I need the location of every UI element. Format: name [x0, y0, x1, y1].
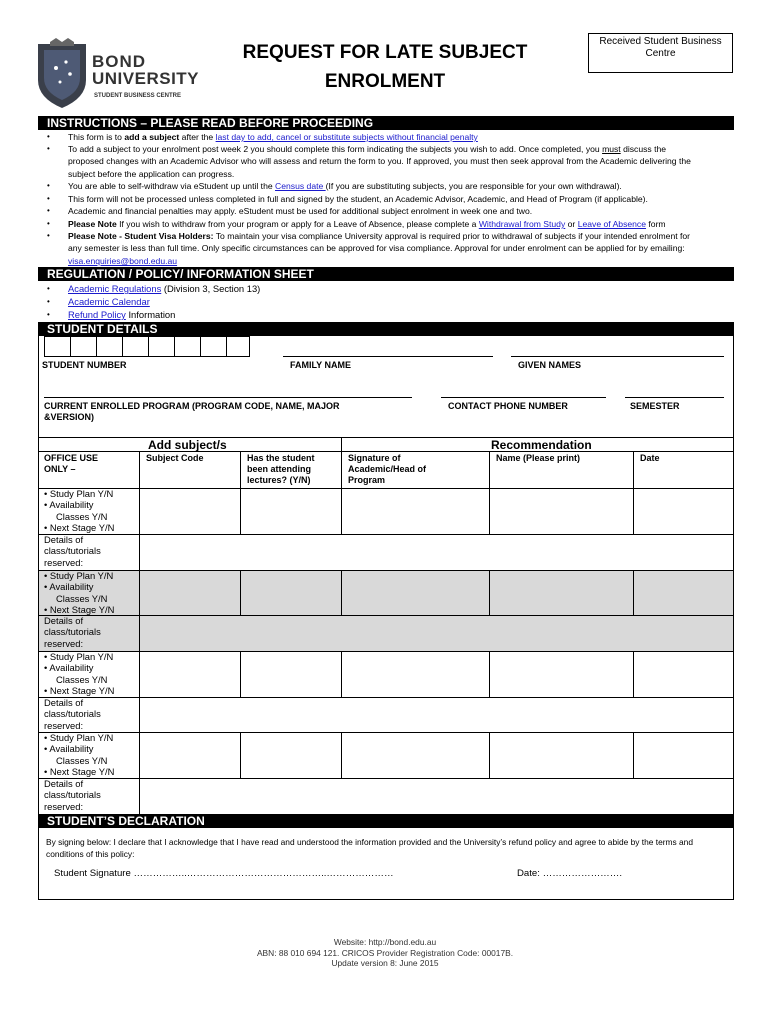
add-subjects-heading: Add subject/s	[148, 438, 227, 452]
program-label	[44, 401, 424, 423]
details-l2: class/tutorials	[44, 708, 101, 720]
bullet: •	[47, 144, 50, 153]
details-l1: Details of	[44, 778, 84, 789]
next-stage-item: Next Stage Y/N	[49, 604, 115, 616]
regulation-heading: REGULATION / POLICY/ INFORMATION SHEET	[38, 267, 734, 281]
class-details-cell[interactable]	[140, 535, 733, 570]
instr-text: To add a subject to your enrolment post week 2 you should complete this form indicating the subjects you wish to add. Once completed, you	[68, 144, 603, 154]
attending-l1: Has the student	[247, 453, 315, 463]
logo-subtitle: STUDENT BUSINESS CENTRE	[94, 93, 182, 99]
next-stage-item: Next Stage Y/N	[49, 522, 115, 534]
bullet: •	[47, 181, 50, 190]
class-details-label	[44, 778, 101, 812]
subject-code-cell[interactable]	[140, 489, 240, 534]
instruction-4: This form will not be processed unless completed in full and signed by the student, an Academic Advisor, Academic, and Head of Program (if applicable).	[68, 194, 648, 204]
bullet: •	[47, 284, 50, 293]
leave-of-absence-link[interactable]: Leave of Absence	[577, 219, 647, 229]
phone-line	[441, 397, 606, 398]
table-row-shaded	[39, 570, 733, 651]
bullet: •	[47, 194, 50, 203]
class-details-label	[44, 534, 101, 568]
program-line	[44, 397, 412, 398]
details-l2: class/tutorials	[44, 545, 101, 557]
availability-classes: Classes Y/N	[56, 754, 108, 766]
reg-text: Information	[125, 309, 176, 320]
declaration-heading: STUDENT’S DECLARATION	[38, 814, 734, 828]
attending-header	[247, 453, 315, 486]
instr-text: (If you are substituting subjects, you are responsible for your own withdrawal).	[325, 181, 622, 191]
census-date-link[interactable]: Census date	[275, 181, 326, 191]
declaration-l2: conditions of this policy:	[46, 849, 135, 859]
instr-text: To maintain your visa compliance University approval is required prior to withdrawal of subjects if your intended enrolment for	[213, 231, 691, 241]
office-checklist: • Study Plan Y/N • Availability Classes Y/N • Next Stage Y/N	[44, 570, 115, 616]
title-line-2: ENROLMENT	[324, 71, 446, 92]
class-details-label	[44, 615, 101, 649]
student-signature-field[interactable]: Student Signature ……………..……………………………………..…………………	[54, 868, 394, 879]
details-l3: reserved:	[44, 556, 84, 568]
instr-bold: Please Note - Student Visa Holders:	[68, 231, 214, 241]
family-name-label: FAMILY NAME	[290, 360, 352, 370]
student-number-field[interactable]	[44, 336, 250, 357]
availability-item: Availability	[49, 581, 94, 593]
next-stage-item: Next Stage Y/N	[49, 685, 115, 697]
contact-phone-label: CONTACT PHONE NUMBER	[448, 401, 568, 411]
instr-bold: add a subject	[124, 132, 180, 142]
details-l1: Details of	[44, 615, 84, 626]
signature-header	[348, 453, 426, 486]
study-plan-item: Study Plan Y/N	[49, 488, 114, 499]
instr-text: any semester is less than full time. Only specific circumstances can be approved for visa compliance. Approval for under enrolment can be applied for by emailing:	[68, 243, 685, 254]
study-plan-item: Study Plan Y/N	[49, 570, 114, 581]
instruction-2	[68, 143, 728, 180]
class-details-label	[44, 697, 101, 731]
details-l2: class/tutorials	[44, 789, 101, 801]
bullet: •	[47, 206, 50, 215]
family-name-line	[283, 356, 493, 357]
bullet: •	[47, 219, 50, 228]
instruction-1	[68, 131, 728, 143]
instr-text: after the	[179, 132, 216, 142]
instruction-5: Academic and financial penalties may apply. eStudent must be used for additional subject enrolment in week one and two.	[68, 206, 533, 216]
bullet: •	[47, 231, 50, 240]
regulation-3	[68, 309, 728, 321]
office-use-label	[44, 453, 98, 475]
instr-emphasis: must	[602, 144, 621, 154]
study-plan-item: Study Plan Y/N	[49, 651, 114, 662]
instruction-6	[68, 218, 728, 230]
instructions-heading: INSTRUCTIONS – PLEASE READ BEFORE PROCEEDING	[38, 116, 734, 130]
received-stamp-box[interactable]	[588, 33, 733, 73]
received-label-1: Received Student Business	[599, 36, 722, 47]
instr-text: form	[646, 219, 666, 229]
given-names-line	[511, 356, 724, 357]
late-add-deadline-link[interactable]: last day to add, cancel or substitute subjects without financial penalty	[215, 132, 478, 142]
academic-calendar-link[interactable]: Academic Calendar	[68, 296, 150, 307]
logo-wordmark-bond: BOND	[92, 52, 147, 71]
availability-item: Availability	[49, 499, 94, 511]
student-number-label: STUDENT NUMBER	[42, 360, 127, 370]
office-checklist: • Study Plan Y/N • Availability Classes Y/N • Next Stage Y/N	[44, 488, 115, 534]
declaration-l1: By signing below: I declare that I acknowledge that I have read and understood the information provided and the University’s refund policy and agree to abide by the terms and	[46, 837, 693, 847]
instruction-7	[68, 230, 728, 267]
name-cell[interactable]	[490, 489, 633, 534]
title-line-1: REQUEST FOR LATE SUBJECT	[242, 42, 528, 63]
availability-classes: Classes Y/N	[56, 592, 108, 604]
footer-version: Update version 8: June 2015	[331, 958, 439, 969]
name-print-header: Name (Please print)	[496, 453, 581, 463]
study-plan-item: Study Plan Y/N	[49, 732, 114, 743]
instr-text: proposed changes with an Academic Advisor who will assess and return the form to you. If approved, you must then seek approval from the Academic delivering the	[68, 156, 691, 167]
withdrawal-from-study-link[interactable]: Withdrawal from Study	[478, 219, 566, 229]
details-l3: reserved:	[44, 637, 84, 649]
bullet: •	[47, 132, 50, 141]
details-l2: class/tutorials	[44, 626, 101, 638]
office-checklist: • Study Plan Y/N • Availability Classes Y/N • Next Stage Y/N	[44, 651, 115, 697]
bullet: •	[47, 310, 50, 319]
given-names-label: GIVEN NAMES	[518, 360, 582, 370]
form-title	[200, 38, 570, 96]
student-details-heading: STUDENT DETAILS	[38, 322, 734, 336]
attending-cell[interactable]	[241, 489, 341, 534]
footer-abn: ABN: 88 010 694 121. CRICOS Provider Registration Code: 00017B.	[256, 947, 514, 958]
next-stage-item: Next Stage Y/N	[49, 766, 115, 778]
semester-label: SEMESTER	[630, 401, 680, 411]
subject-code-header: Subject Code	[146, 453, 204, 463]
date-header: Date	[640, 453, 660, 463]
signature-l2: Academic/Head of	[348, 464, 427, 474]
visa-email-link[interactable]: visa.enquiries@bond.edu.au	[68, 255, 178, 266]
reg-text: (Division 3, Section 13)	[161, 283, 261, 294]
details-l1: Details of	[44, 534, 84, 545]
declaration-date-field[interactable]: Date: …………………….	[517, 868, 623, 879]
instruction-3	[68, 180, 728, 192]
regulation-2	[68, 296, 728, 308]
recommendation-heading: Recommendation	[491, 438, 592, 452]
office-use-l2: ONLY –	[44, 464, 76, 474]
program-label-l2: &VERSION)	[44, 412, 95, 422]
academic-regulations-link[interactable]: Academic Regulations	[68, 283, 162, 294]
signature-l3: Program	[348, 475, 386, 485]
footer	[0, 937, 770, 969]
declaration-text	[46, 836, 726, 860]
office-checklist: • Study Plan Y/N • Availability Classes Y/N • Next Stage Y/N	[44, 732, 115, 778]
instr-text: discuss the	[620, 144, 667, 154]
attending-l2: been attending	[247, 464, 312, 474]
details-l3: reserved:	[44, 800, 84, 812]
received-label-2: Centre	[645, 48, 676, 59]
logo-wordmark-university: UNIVERSITY	[92, 69, 200, 88]
refund-policy-link[interactable]: Refund Policy	[68, 309, 126, 320]
bullet: •	[47, 297, 50, 306]
availability-item: Availability	[49, 662, 94, 674]
instr-bold: Please Note	[68, 219, 117, 229]
instr-text: You are able to self-withdraw via eStudent up until the	[68, 181, 276, 191]
details-l3: reserved:	[44, 719, 84, 731]
bond-university-logo	[36, 38, 216, 110]
instr-text: If you wish to withdraw from your program or apply for a Leave of Absence, please complete a	[116, 219, 479, 229]
footer-website: Website: http://bond.edu.au	[333, 937, 437, 947]
details-l1: Details of	[44, 697, 84, 708]
instr-text: subject before the application can progress.	[68, 168, 235, 179]
signature-cell[interactable]	[342, 489, 489, 534]
date-cell[interactable]	[634, 489, 733, 534]
regulation-1	[68, 283, 728, 295]
signature-l1: Signature of	[348, 453, 401, 463]
instr-text: This form is to	[68, 132, 125, 142]
program-label-l1: CURRENT ENROLLED PROGRAM (PROGRAM CODE, NAME, MAJOR	[44, 401, 340, 411]
availability-classes: Classes Y/N	[56, 510, 108, 522]
availability-item: Availability	[49, 743, 94, 755]
office-use-l1: OFFICE USE	[44, 453, 99, 463]
semester-line	[625, 397, 724, 398]
attending-l3: lectures? (Y/N)	[247, 475, 311, 485]
instr-text: or	[565, 219, 578, 229]
availability-classes: Classes Y/N	[56, 673, 108, 685]
